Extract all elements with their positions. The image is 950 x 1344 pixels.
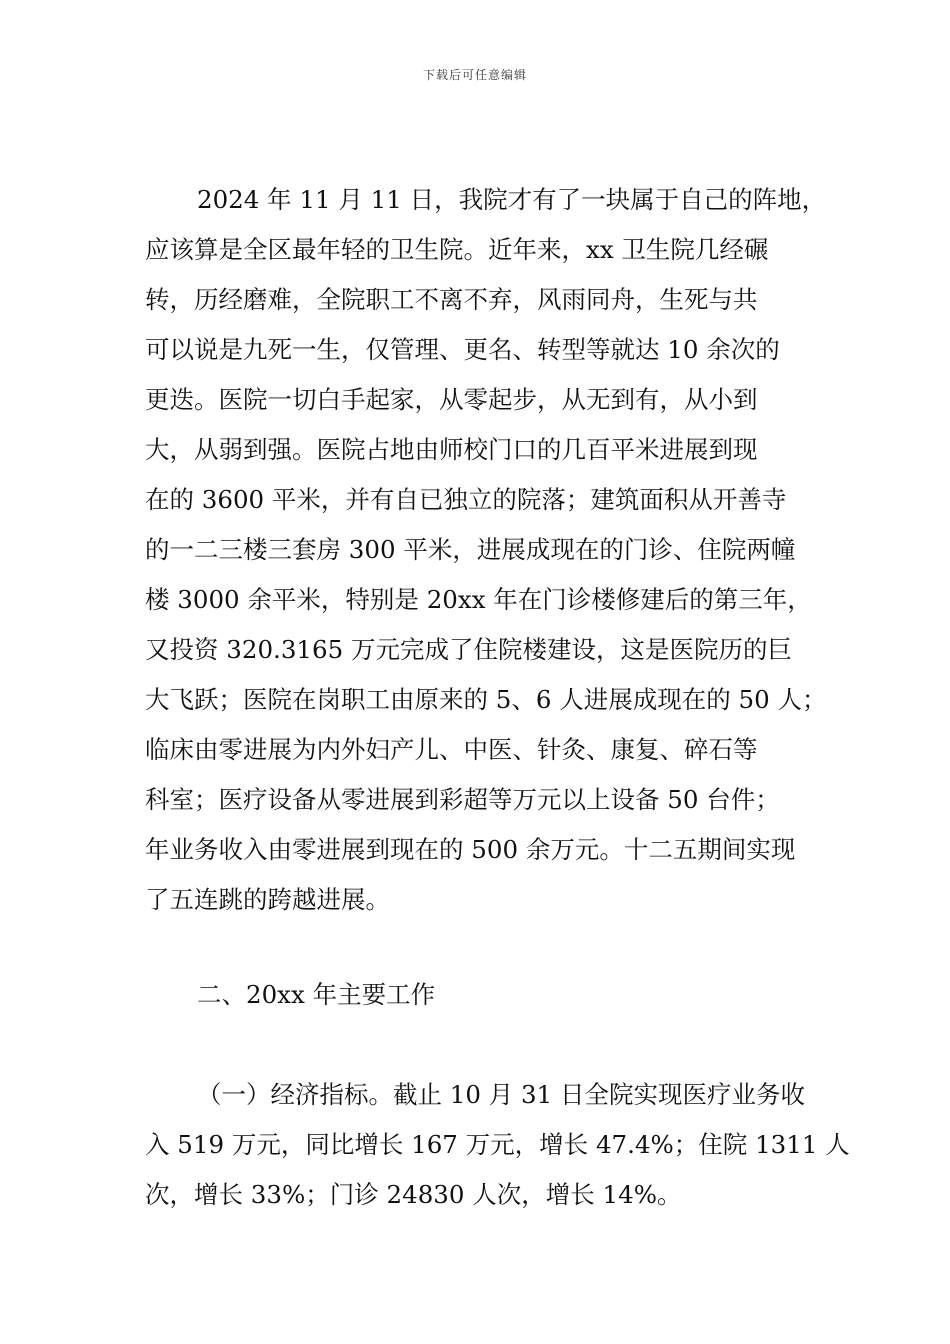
paragraph-line: 大，从弱到强。医院占地由师校门口的几百平米进展到现 [145, 435, 758, 464]
paragraph-line: 的一二三楼三套房 300 平米，进展成现在的门诊、住院两幢 [145, 535, 796, 564]
body-paragraph-history [145, 175, 825, 925]
paragraph-line: 2024 年 11 月 11 日，我院才有了一块属于自己的阵地， [197, 185, 827, 214]
body-paragraph-economic-indicators [145, 1070, 850, 1220]
header-note: 下载后可任意编辑 [422, 68, 527, 82]
paragraph-line: 入 519 万元，同比增长 167 万元，增长 47.4%；住院 1311 人 [145, 1130, 850, 1159]
section-heading [145, 970, 825, 1020]
paragraph-line: 在的 3600 平米，并有自已独立的院落；建筑面积从开善寺 [145, 485, 787, 514]
paragraph-line: 临床由零进展为内外妇产儿、中医、针灸、康复、碎石等 [145, 735, 758, 764]
paragraph-line: 次，增长 33%；门诊 24830 人次，增长 14%。 [145, 1180, 682, 1209]
paragraph-line: 转，历经磨难，全院职工不离不弃，风雨同舟，生死与共 [145, 285, 758, 314]
paragraph-line: 又投资 320.3165 万元完成了住院楼建设，这是医院历的巨 [145, 635, 792, 664]
section-heading-text: 二、20xx 年主要工作 [197, 980, 436, 1009]
paragraph-line: 楼 3000 余平米，特别是 20xx 年在门诊楼修建后的第三年， [145, 585, 812, 614]
paragraph-line: （一）经济指标。截止 10 月 31 日全院实现医疗业务收 [197, 1080, 805, 1109]
paragraph-line: 了五连跳的跨越进展。 [145, 885, 390, 914]
paragraph-line: 更迭。医院一切白手起家，从零起步，从无到有，从小到 [145, 385, 758, 414]
paragraph-line: 应该算是全区最年轻的卫生院。近年来，xx 卫生院几经碾 [145, 235, 769, 264]
paragraph-line: 大飞跃；医院在岗职工由原来的 5、6 人进展成现在的 50 人； [145, 685, 827, 714]
paragraph-line: 年业务收入由零进展到现在的 500 余万元。十二五期间实现 [145, 835, 796, 864]
paragraph-line: 可以说是九死一生，仅管理、更名、转型等就达 10 余次的 [145, 335, 780, 364]
paragraph-line: 科室；医疗设备从零进展到彩超等万元以上设备 50 台件； [145, 785, 780, 814]
